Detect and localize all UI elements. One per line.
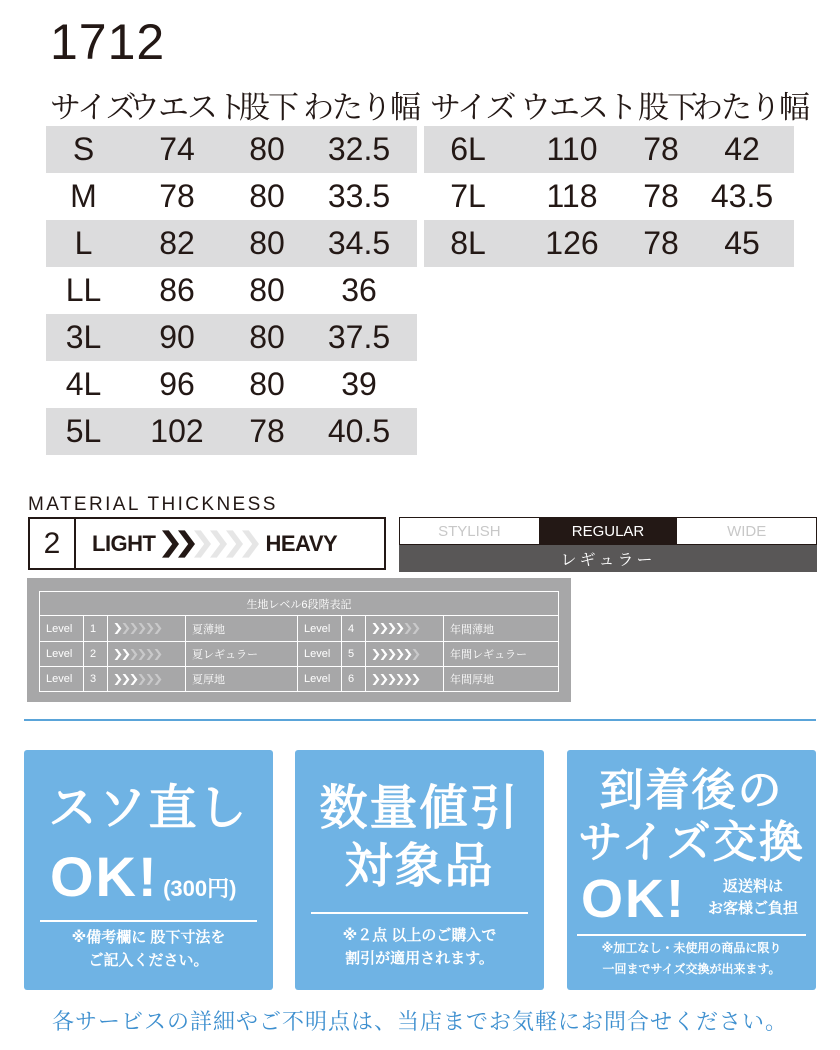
level-label: Level xyxy=(298,642,342,666)
card-heading-2: 対象品 xyxy=(344,840,495,893)
level-number: 6 xyxy=(342,667,366,691)
cell-size: 5L xyxy=(65,413,102,449)
divider-line xyxy=(24,719,816,721)
note-line: 一回までサイズ交換が出来ます。 xyxy=(602,962,781,976)
level-arrows xyxy=(108,667,186,691)
style-stylish: STYLISH xyxy=(438,522,501,540)
arrow-empty-icon xyxy=(154,649,162,660)
cell-thigh-width: 43.5 xyxy=(710,178,774,214)
arrow-filled-icon xyxy=(114,623,122,634)
cell-thigh-width: 37.5 xyxy=(327,319,391,355)
cell-waist: 78 xyxy=(159,178,195,214)
level-label: Level xyxy=(298,667,342,691)
price-text: (300円) xyxy=(163,876,237,901)
note-line: ※備考欄に 股下寸法を xyxy=(71,929,226,946)
arrow-filled-icon xyxy=(162,529,179,559)
level-arrows xyxy=(366,667,444,691)
arrow-filled-icon xyxy=(396,623,404,634)
level-legend-title: 生地レベル6段階表記 xyxy=(40,592,558,616)
cell-waist: 126 xyxy=(545,225,599,261)
arrow-empty-icon xyxy=(146,674,154,685)
note-line: ※２点 以上のご購入で xyxy=(342,927,497,944)
cell-waist: 96 xyxy=(159,366,195,402)
level-arrows xyxy=(108,616,186,641)
cell-thigh-width: 33.5 xyxy=(327,178,391,214)
cell-thigh-width: 42 xyxy=(724,131,760,167)
material-thickness-title: MATERIAL THICKNESS xyxy=(28,494,278,515)
arrow-filled-icon xyxy=(396,649,404,660)
level-name: 夏薄地 xyxy=(186,616,298,641)
thickness-arrows xyxy=(162,529,258,559)
level-label: Level xyxy=(40,642,84,666)
arrow-empty-icon xyxy=(210,529,227,559)
arrow-filled-icon xyxy=(380,674,388,685)
cell-thigh-width: 39 xyxy=(341,366,377,402)
arrow-filled-icon xyxy=(114,674,122,685)
volume-discount-card xyxy=(295,750,544,990)
header-inseam: 股下 xyxy=(638,89,696,125)
card-note xyxy=(24,926,273,972)
header-size: サイズ xyxy=(430,89,515,125)
note-line: ご記入ください。 xyxy=(88,952,209,969)
cell-inseam: 80 xyxy=(249,272,285,308)
level-number: 3 xyxy=(84,667,108,691)
arrow-filled-icon xyxy=(122,674,130,685)
fabric-level-legend xyxy=(27,578,571,702)
arrow-filled-icon xyxy=(388,623,396,634)
card-heading: 数量値引 xyxy=(319,782,520,835)
heavy-label: HEAVY xyxy=(265,530,338,556)
cell-waist: 82 xyxy=(159,225,195,261)
style-wide: WIDE xyxy=(727,522,767,540)
size-row xyxy=(46,220,417,267)
hem-alteration-card xyxy=(24,750,273,990)
ok-text: OK! xyxy=(50,845,159,908)
size-row xyxy=(46,408,417,455)
size-rows xyxy=(424,126,794,267)
cell-size: 4L xyxy=(65,366,102,402)
size-table-left xyxy=(46,84,417,455)
thickness-level: 2 xyxy=(30,519,76,568)
size-exchange-card xyxy=(567,750,816,990)
arrow-filled-icon xyxy=(396,674,404,685)
cell-waist: 118 xyxy=(546,178,598,214)
arrow-filled-icon xyxy=(114,649,122,660)
arrow-filled-icon xyxy=(404,674,412,685)
cell-inseam: 80 xyxy=(249,178,285,214)
cell-inseam: 78 xyxy=(249,413,285,449)
cell-size: 3L xyxy=(65,319,102,355)
arrow-filled-icon xyxy=(122,649,130,660)
size-row xyxy=(46,314,417,361)
cell-waist: 90 xyxy=(159,319,195,355)
arrow-filled-icon xyxy=(130,674,138,685)
level-name: 年間レギュラー xyxy=(450,649,527,661)
level-row xyxy=(40,616,558,641)
header-thigh-width: わたり幅 xyxy=(692,89,808,125)
level-name: 夏厚地 xyxy=(186,667,298,691)
arrow-filled-icon xyxy=(388,649,396,660)
card-note xyxy=(567,938,816,980)
size-table-right xyxy=(424,84,808,267)
arrow-empty-icon xyxy=(138,674,146,685)
size-row xyxy=(46,173,417,220)
card-note xyxy=(295,924,544,970)
return-fee-note xyxy=(697,876,809,920)
arrow-empty-icon xyxy=(122,623,130,634)
arrow-filled-icon xyxy=(412,674,420,685)
card-heading: 到着後の xyxy=(599,766,784,815)
footer-contact-text: 各サービスの詳細やご不明点は、当店までお気軽にお問合せください。 xyxy=(51,1009,788,1034)
level-name: 夏レギュラー xyxy=(186,642,298,666)
header-inseam: 股下 xyxy=(239,89,297,125)
level-label: Level xyxy=(40,667,84,691)
model-number: 1712 xyxy=(50,14,166,70)
arrow-empty-icon xyxy=(154,623,162,634)
note-line: お客様ご負担 xyxy=(707,900,798,917)
cell-thigh-width: 36 xyxy=(341,272,377,308)
level-row xyxy=(40,641,558,666)
arrow-empty-icon xyxy=(146,623,154,634)
cell-waist: 74 xyxy=(159,131,195,167)
size-row xyxy=(424,173,794,220)
level-row xyxy=(40,666,558,691)
style-regular-kana: レギュラー xyxy=(399,545,817,572)
cell-size: 7L xyxy=(450,178,486,214)
level-number: 2 xyxy=(84,642,108,666)
arrow-empty-icon xyxy=(138,623,146,634)
cell-waist: 86 xyxy=(159,272,195,308)
material-thickness-scale xyxy=(28,517,386,570)
note-line: 返送料は xyxy=(722,878,783,895)
ok-text: OK! xyxy=(581,869,686,929)
header-waist: ウエスト xyxy=(129,89,245,125)
card-heading: スソ直し xyxy=(48,782,249,835)
size-table-header xyxy=(424,84,808,125)
arrow-filled-icon xyxy=(404,649,412,660)
cell-size: LL xyxy=(65,272,102,308)
size-row xyxy=(46,126,417,173)
ok-line xyxy=(50,842,236,912)
arrow-empty-icon xyxy=(138,649,146,660)
cell-thigh-width: 45 xyxy=(724,225,760,261)
level-arrows xyxy=(366,616,444,641)
cell-inseam: 80 xyxy=(249,225,285,261)
level-number: 5 xyxy=(342,642,366,666)
arrow-empty-icon xyxy=(412,623,420,634)
level-number: 1 xyxy=(84,616,108,641)
size-table-header xyxy=(46,84,417,124)
cell-size: M xyxy=(70,178,97,214)
fit-style-bar xyxy=(399,517,817,572)
cell-thigh-width: 34.5 xyxy=(327,225,391,261)
level-number: 4 xyxy=(342,616,366,641)
arrow-filled-icon xyxy=(178,529,195,559)
size-row xyxy=(46,361,417,408)
cell-waist: 102 xyxy=(150,413,204,449)
level-arrows xyxy=(108,642,186,666)
arrow-empty-icon xyxy=(130,649,138,660)
cell-inseam: 78 xyxy=(643,131,679,167)
style-regular: REGULAR xyxy=(539,518,678,544)
header-size: サイズ xyxy=(50,89,135,125)
arrow-filled-icon xyxy=(372,649,380,660)
arrow-filled-icon xyxy=(388,674,396,685)
level-arrows xyxy=(366,642,444,666)
cell-size: 6L xyxy=(450,131,486,167)
header-thigh-width: わたり幅 xyxy=(303,89,419,125)
arrow-filled-icon xyxy=(380,649,388,660)
size-row xyxy=(46,267,417,314)
arrow-empty-icon xyxy=(226,529,243,559)
level-name: 年間厚地 xyxy=(450,674,494,686)
cell-inseam: 80 xyxy=(249,319,285,355)
fit-style-tabs xyxy=(399,517,817,545)
level-label: Level xyxy=(40,616,84,641)
size-row xyxy=(424,220,794,267)
arrow-empty-icon xyxy=(130,623,138,634)
cell-size: L xyxy=(74,225,93,261)
arrow-empty-icon xyxy=(146,649,154,660)
card-heading-2: サイズ交換 xyxy=(578,818,805,867)
cell-inseam: 80 xyxy=(249,366,285,402)
size-row xyxy=(424,126,794,173)
cell-inseam: 80 xyxy=(249,131,285,167)
arrow-empty-icon xyxy=(412,649,420,660)
arrow-filled-icon xyxy=(380,623,388,634)
arrow-empty-icon xyxy=(404,623,412,634)
card-divider xyxy=(40,920,257,922)
cell-size: S xyxy=(72,131,95,167)
arrow-empty-icon xyxy=(194,529,211,559)
level-name: 年間薄地 xyxy=(450,623,494,636)
cell-inseam: 78 xyxy=(643,178,679,214)
arrow-filled-icon xyxy=(372,674,380,685)
arrow-filled-icon xyxy=(372,623,380,634)
note-line: 割引が適用されます。 xyxy=(345,950,494,967)
arrow-empty-icon xyxy=(242,529,259,559)
cell-thigh-width: 40.5 xyxy=(327,413,391,449)
cell-thigh-width: 32.5 xyxy=(327,131,391,167)
card-divider xyxy=(311,912,528,914)
cell-waist: 110 xyxy=(546,131,598,167)
cell-size: 8L xyxy=(450,225,486,261)
note-line: ※加工なし・未使用の商品に限り xyxy=(601,941,782,955)
card-divider xyxy=(577,934,806,936)
header-waist: ウエスト xyxy=(520,89,636,125)
level-label: Level xyxy=(298,616,342,641)
light-label: LIGHT xyxy=(92,530,156,556)
cell-inseam: 78 xyxy=(643,225,679,261)
size-rows xyxy=(46,126,417,455)
arrow-empty-icon xyxy=(154,674,162,685)
